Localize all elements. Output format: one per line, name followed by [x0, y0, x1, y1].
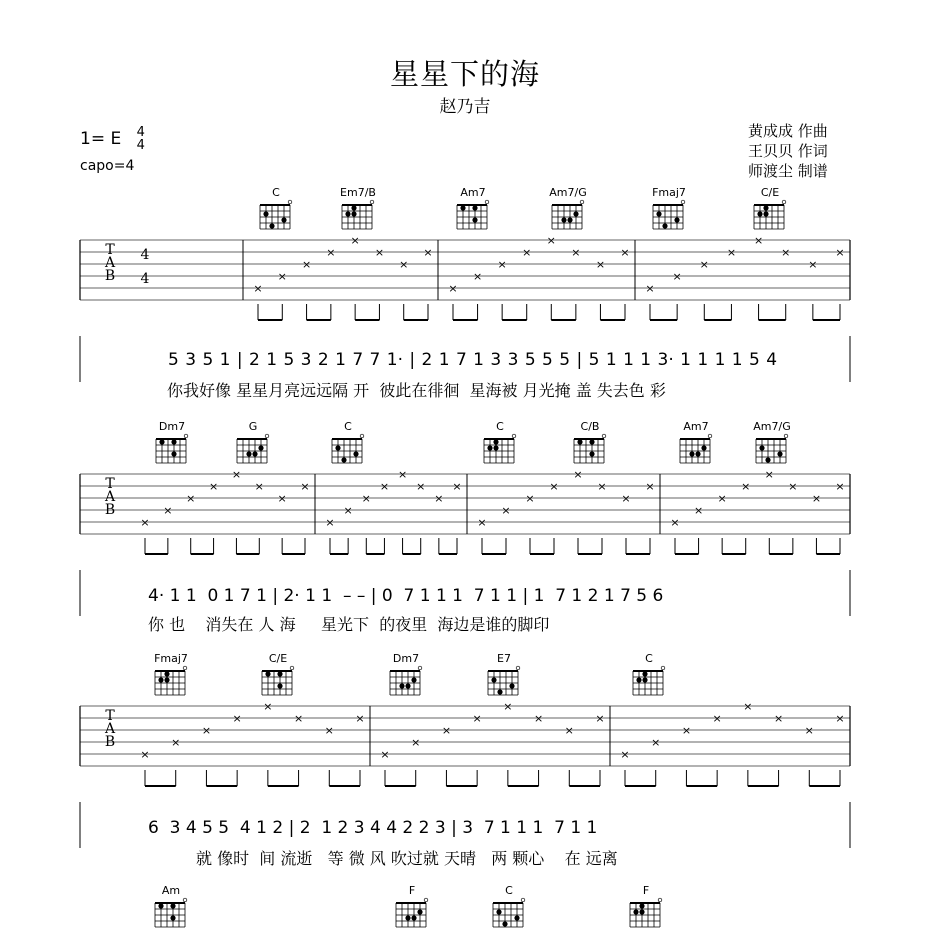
chord-name: E7 — [497, 652, 511, 665]
tab-note-x: × — [232, 712, 242, 725]
tab-note-x: × — [835, 246, 845, 259]
tab-clef-letter: B — [104, 502, 116, 518]
lyrics-line: 你 也 消失在 人 海 星光下 的夜里 海边是谁的脚印 — [148, 615, 550, 634]
chord-name: C — [496, 420, 504, 433]
tab-note-x: × — [441, 724, 452, 737]
tab-note-x: × — [651, 736, 661, 749]
tab-note-x: × — [501, 504, 511, 517]
tab-note-x: × — [186, 492, 196, 505]
credit-transcriber: 师渡尘 制谱 — [748, 162, 828, 180]
tab-note-x: × — [620, 748, 630, 761]
tab-note-x: × — [171, 736, 181, 749]
tab-note-x: × — [231, 468, 242, 481]
capo-label: capo=4 — [80, 158, 135, 174]
time-sig-top: 4 — [136, 125, 145, 140]
tab-note-x: × — [263, 700, 273, 713]
tab-note-x: × — [434, 492, 444, 505]
chord-name: Fmaj7 — [652, 186, 686, 199]
tab-note-x: × — [208, 480, 219, 493]
tab-note-x: × — [621, 492, 631, 505]
tab-note-x: × — [808, 258, 818, 271]
chord-name: C/E — [760, 186, 780, 199]
tab-note-x: × — [503, 700, 513, 713]
tab-note-x: × — [452, 480, 462, 493]
tab-note-x: × — [781, 246, 791, 259]
tab-note-x: × — [764, 468, 774, 481]
tab-note-x: × — [672, 270, 682, 283]
tab-note-x: × — [726, 246, 737, 259]
credit-lyricist: 王贝贝 作词 — [748, 142, 828, 160]
chord-name: Am — [161, 884, 181, 897]
lyrics-line: 就 像时 间 流逝 等 微 风 吹过就 天晴 两 颗心 在 远离 — [196, 849, 618, 868]
tab-note-x: × — [743, 700, 753, 713]
tab-note-x: × — [448, 282, 458, 295]
chord-name: Dm7 — [392, 652, 420, 665]
tab-note-x: × — [546, 234, 556, 247]
tab-note-x: × — [549, 480, 559, 493]
song-title: 星星下的海 — [389, 57, 540, 91]
tab-note-x: × — [163, 504, 173, 517]
tab-note-x: × — [571, 246, 581, 259]
tab-note-x: × — [201, 724, 212, 737]
chord-name: C/E — [268, 652, 288, 665]
tab-note-x: × — [681, 724, 692, 737]
chord-name: F — [408, 884, 416, 897]
tab-note-x: × — [533, 712, 544, 725]
chord-name: Fmaj7 — [154, 652, 188, 665]
tab-clef-letter: B — [104, 268, 116, 284]
time-sig-bottom: 4 — [136, 138, 145, 153]
tab-note-x: × — [804, 724, 814, 737]
tab-time-signature: 4 — [140, 271, 150, 287]
tab-note-x: × — [380, 748, 390, 761]
chord-name: Am7/G — [549, 186, 587, 199]
key-label: 1= E — [80, 129, 122, 149]
tab-note-x: × — [254, 480, 264, 493]
chord-name: C — [344, 420, 352, 433]
tab-note-x: × — [753, 234, 764, 247]
tab-note-x: × — [399, 258, 409, 271]
jianpu-notation: 4· 1 1 0 1 7 1 | 2· 1 1 – – | 0 7 1 1 1 7 1 1 | 1 7 1 2 1 7 5 6 — [148, 586, 664, 606]
tab-note-x: × — [597, 480, 607, 493]
tab-clef-letter: T — [105, 476, 115, 492]
tab-note-x: × — [326, 246, 336, 259]
tab-note-x: × — [374, 246, 385, 259]
tab-note-x: × — [324, 724, 334, 737]
tab-note-x: × — [140, 748, 150, 761]
chord-name: Am7 — [683, 420, 709, 433]
chord-name: C/B — [580, 420, 600, 433]
jianpu-notation: 6 3 4 5 5 4 1 2 | 2 1 2 3 4 4 2 2 3 | 3 7 1 1 1 7 1 1 — [148, 818, 598, 838]
tab-note-x: × — [717, 492, 727, 505]
tab-clef-letter: T — [105, 242, 115, 258]
tab-note-x: × — [712, 712, 722, 725]
tab-note-x: × — [325, 516, 335, 529]
tab-note-x: × — [497, 258, 507, 271]
tab-note-x: × — [300, 480, 310, 493]
tab-note-x: × — [595, 258, 606, 271]
lyrics-line: 你我好像 星星月亮远远隔 开 彼此在徘徊 星海被 月光掩 盖 失去色 彩 — [167, 381, 666, 400]
tab-clef-letter: A — [104, 489, 116, 505]
tab-note-x: × — [397, 468, 408, 481]
chord-name: C — [505, 884, 513, 897]
tab-note-x: × — [811, 492, 822, 505]
credit-composer: 黄成成 作曲 — [748, 122, 828, 140]
tab-note-x: × — [411, 736, 421, 749]
tab-note-x: × — [564, 724, 574, 737]
tab-note-x: × — [301, 258, 312, 271]
tab-note-x: × — [355, 712, 365, 725]
tab-note-x: × — [343, 504, 353, 517]
tab-note-x: × — [277, 492, 287, 505]
chord-name: C — [645, 652, 653, 665]
tab-note-x: × — [277, 270, 287, 283]
chord-name: Dm7 — [158, 420, 186, 433]
tab-note-x: × — [350, 234, 360, 247]
tab-note-x: × — [788, 480, 798, 493]
tab-note-x: × — [293, 712, 304, 725]
tab-clef-letter: B — [104, 734, 116, 750]
chord-name: C — [272, 186, 280, 199]
tab-note-x: × — [620, 246, 630, 259]
tab-note-x: × — [645, 480, 655, 493]
tab-note-x: × — [253, 282, 263, 295]
tab-note-x: × — [140, 516, 150, 529]
tab-note-x: × — [361, 492, 371, 505]
jianpu-notation: 5 3 5 1 | 2 1 5 3 2 1 7 7 1· | 2 1 7 1 3 3 5 5 5 | 5 1 1 1 3· 1 1 1 1 5 4 — [168, 350, 778, 370]
tab-note-x: × — [645, 282, 655, 295]
tab-time-signature: 4 — [140, 247, 150, 263]
chord-name: Em7/B — [340, 186, 376, 199]
tab-note-x: × — [522, 246, 532, 259]
tab-note-x: × — [670, 516, 680, 529]
tab-note-x: × — [416, 480, 426, 493]
tab-note-x: × — [423, 246, 433, 259]
chord-name: Am7/G — [753, 420, 791, 433]
tab-note-x: × — [835, 712, 845, 725]
chord-name: G — [248, 420, 258, 433]
tab-note-x: × — [693, 504, 704, 517]
tab-clef-letter: A — [104, 721, 116, 737]
tab-note-x: × — [525, 492, 535, 505]
artist-name: 赵乃吉 — [439, 97, 491, 117]
tab-note-x: × — [835, 480, 845, 493]
chord-name: Am7 — [460, 186, 486, 199]
tab-note-x: × — [741, 480, 751, 493]
chord-name: F — [642, 884, 650, 897]
tab-note-x: × — [773, 712, 784, 725]
tab-note-x: × — [472, 270, 483, 283]
tab-clef-letter: A — [104, 255, 116, 271]
tab-note-x: × — [573, 468, 583, 481]
tab-note-x: × — [379, 480, 390, 493]
tab-clef-letter: T — [105, 708, 115, 724]
tab-note-x: × — [477, 516, 487, 529]
tab-note-x: × — [595, 712, 605, 725]
tab-note-x: × — [699, 258, 709, 271]
tab-note-x: × — [472, 712, 482, 725]
